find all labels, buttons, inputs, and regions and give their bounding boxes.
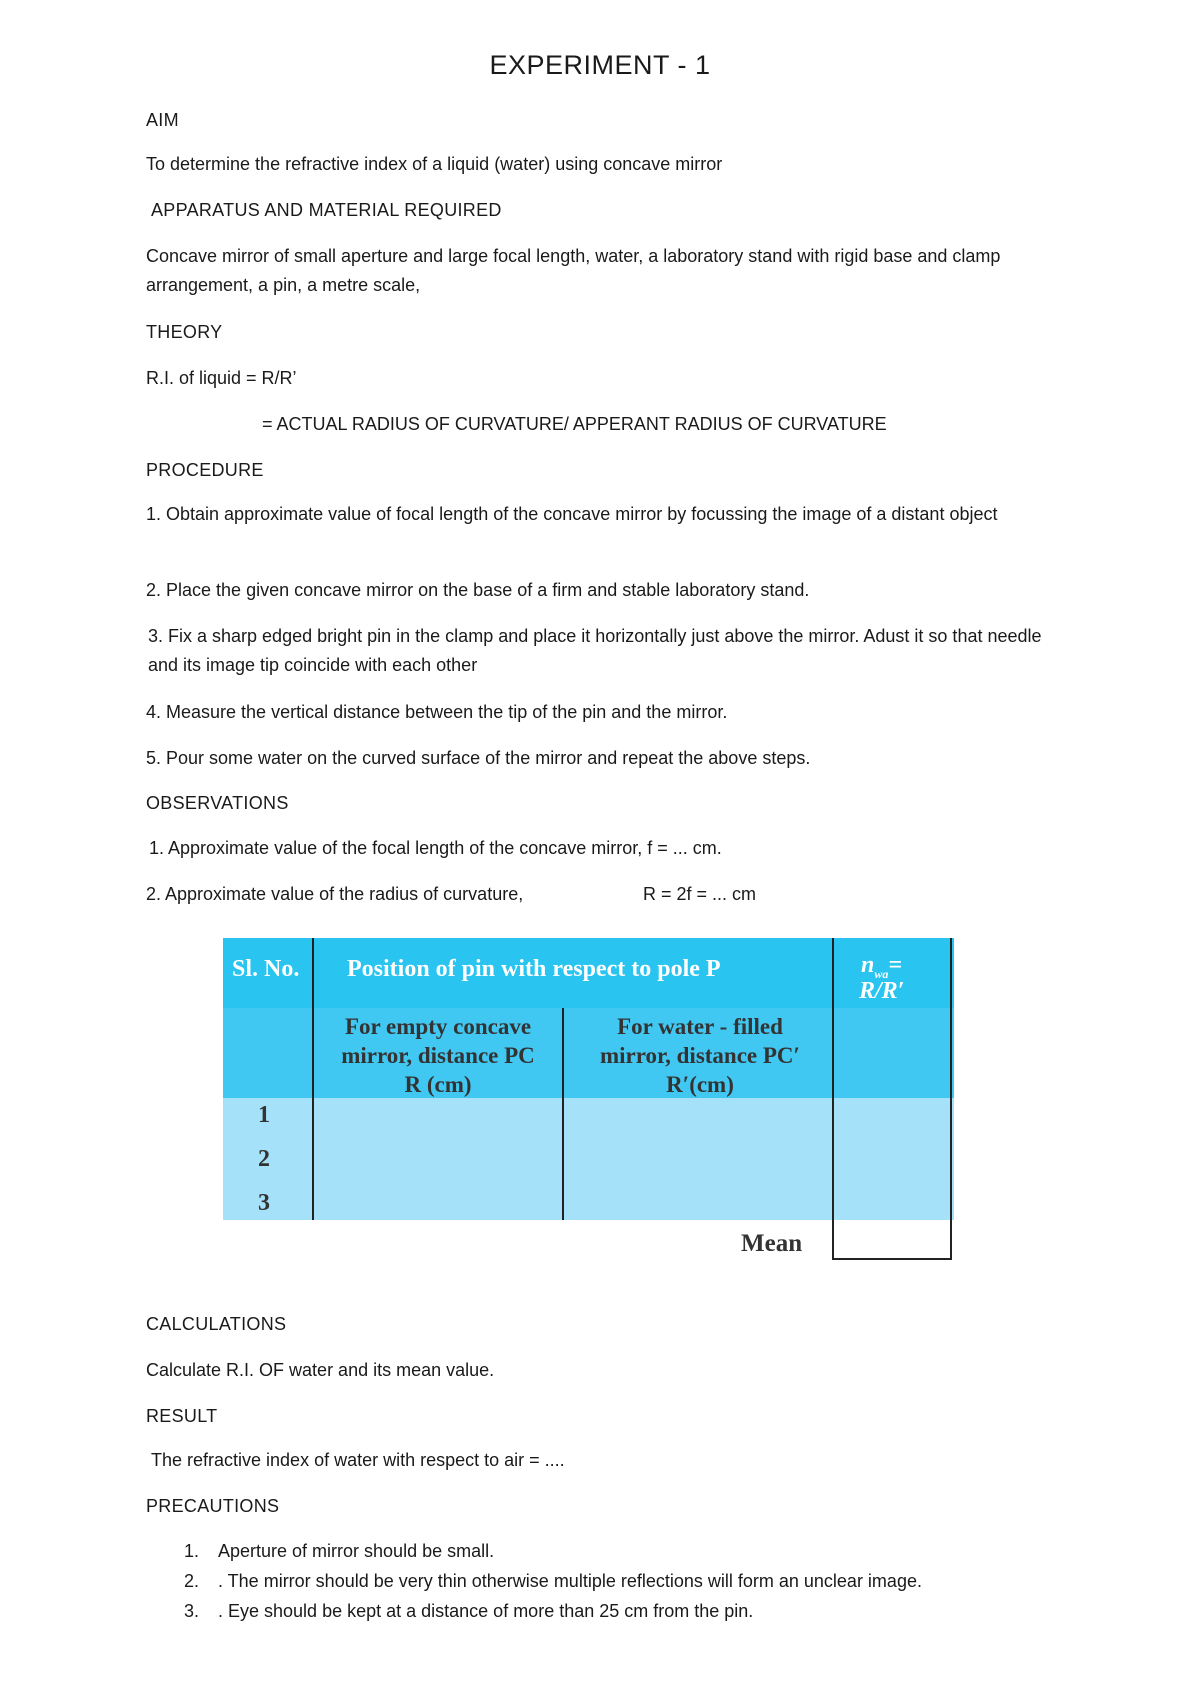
mean-label: Mean [741,1230,803,1257]
subheader-empty-line2: mirror, distance PC [341,1043,535,1068]
result-text: The refractive index of water with respect to air = .... [151,1450,565,1470]
procedure-step-4: 4. Measure the vertical distance between the tip of the pin and the mirror. [146,702,728,722]
page-title: EXPERIMENT - 1 [489,50,711,80]
precaution-text: . Eye should be kept at a distance of more than 25 cm from the pin. [218,1601,754,1621]
result-heading: RESULT [146,1406,218,1426]
procedure-step-3: 3. Fix a sharp edged bright pin in the clamp and place it horizontally just above the mirror. Adust it so that needle and its image tip coincide with each other [148,626,1042,675]
observation-item-2-label: 2. Approximate value of the radius of curvature, [146,884,524,904]
observation-table [223,938,954,1260]
n-symbol: n [861,952,875,978]
calculations-heading: CALCULATIONS [146,1314,287,1334]
row-number-1: 1 [258,1102,270,1128]
table-divider [562,1008,564,1220]
precaution-number: 3. [184,1601,200,1621]
table-divider [312,938,314,1220]
n-equals: = [888,952,903,978]
apparatus-heading: APPARATUS AND MATERIAL REQUIRED [151,200,502,220]
table-divider [832,1258,952,1260]
theory-formula-expanded: = ACTUAL RADIUS OF CURVATURE/ APPERANT RADIUS OF CURVATURE [262,414,887,434]
precaution-number: 1. [184,1541,200,1561]
observations-heading: OBSERVATIONS [146,793,289,813]
precautions-list [146,1536,922,1626]
subheader-water-line2: mirror, distance PC′ [599,1043,801,1068]
aim-heading: AIM [146,110,179,130]
header-n-formula: R/R′ [859,978,905,1004]
row-number-2: 2 [258,1146,270,1172]
table-body [223,1098,954,1220]
theory-heading: THEORY [146,322,223,342]
procedure-step-1: 1. Obtain approximate value of focal length of the concave mirror by focussing the image of a distant object [146,504,998,524]
precaution-item [146,1596,922,1626]
precaution-item [146,1566,922,1596]
precaution-text: Aperture of mirror should be small. [218,1541,495,1561]
procedure-heading: PROCEDURE [146,460,264,480]
subheader-water-line3: R′(cm) [666,1072,734,1097]
header-position: Position of pin with respect to pole P [347,956,721,982]
precaution-item [146,1536,922,1566]
theory-formula: R.I. of liquid = R/R’ [146,368,297,388]
calculations-text: Calculate R.I. OF water and its mean value. [146,1360,495,1380]
precaution-number: 2. [184,1571,200,1591]
subheader-water-line1: For water - filled [617,1014,783,1039]
observation-item-1: 1. Approximate value of the focal length of the concave mirror, f = ... cm. [149,838,722,858]
subheader-water-mirror [566,1012,834,1099]
apparatus-text: Concave mirror of small aperture and large focal length, water, a laboratory stand with rigid base and clamp arrangement, a pin, a metre scale, [146,246,1001,295]
n-subscript: wa [874,966,889,981]
procedure-step-2: 2. Place the given concave mirror on the base of a firm and stable laboratory stand. [146,580,810,600]
subheader-empty-line3: R (cm) [404,1072,472,1097]
row-number-3: 3 [258,1190,270,1216]
subheader-empty-line1: For empty concave [344,1014,532,1039]
table-divider [832,938,834,1260]
table-divider [950,938,952,1260]
observation-item-2-value: R = 2f = ... cm [643,884,757,904]
header-sl-no: Sl. No. [232,956,300,982]
subheader-empty-mirror [313,1012,563,1099]
precaution-text: . The mirror should be very thin otherwise multiple reflections will form an unclear image. [218,1571,922,1591]
precautions-heading: PRECAUTIONS [146,1496,280,1516]
aim-text: To determine the refractive index of a liquid (water) using concave mirror [146,154,723,174]
procedure-step-5: 5. Pour some water on the curved surface of the mirror and repeat the above steps. [146,748,811,768]
